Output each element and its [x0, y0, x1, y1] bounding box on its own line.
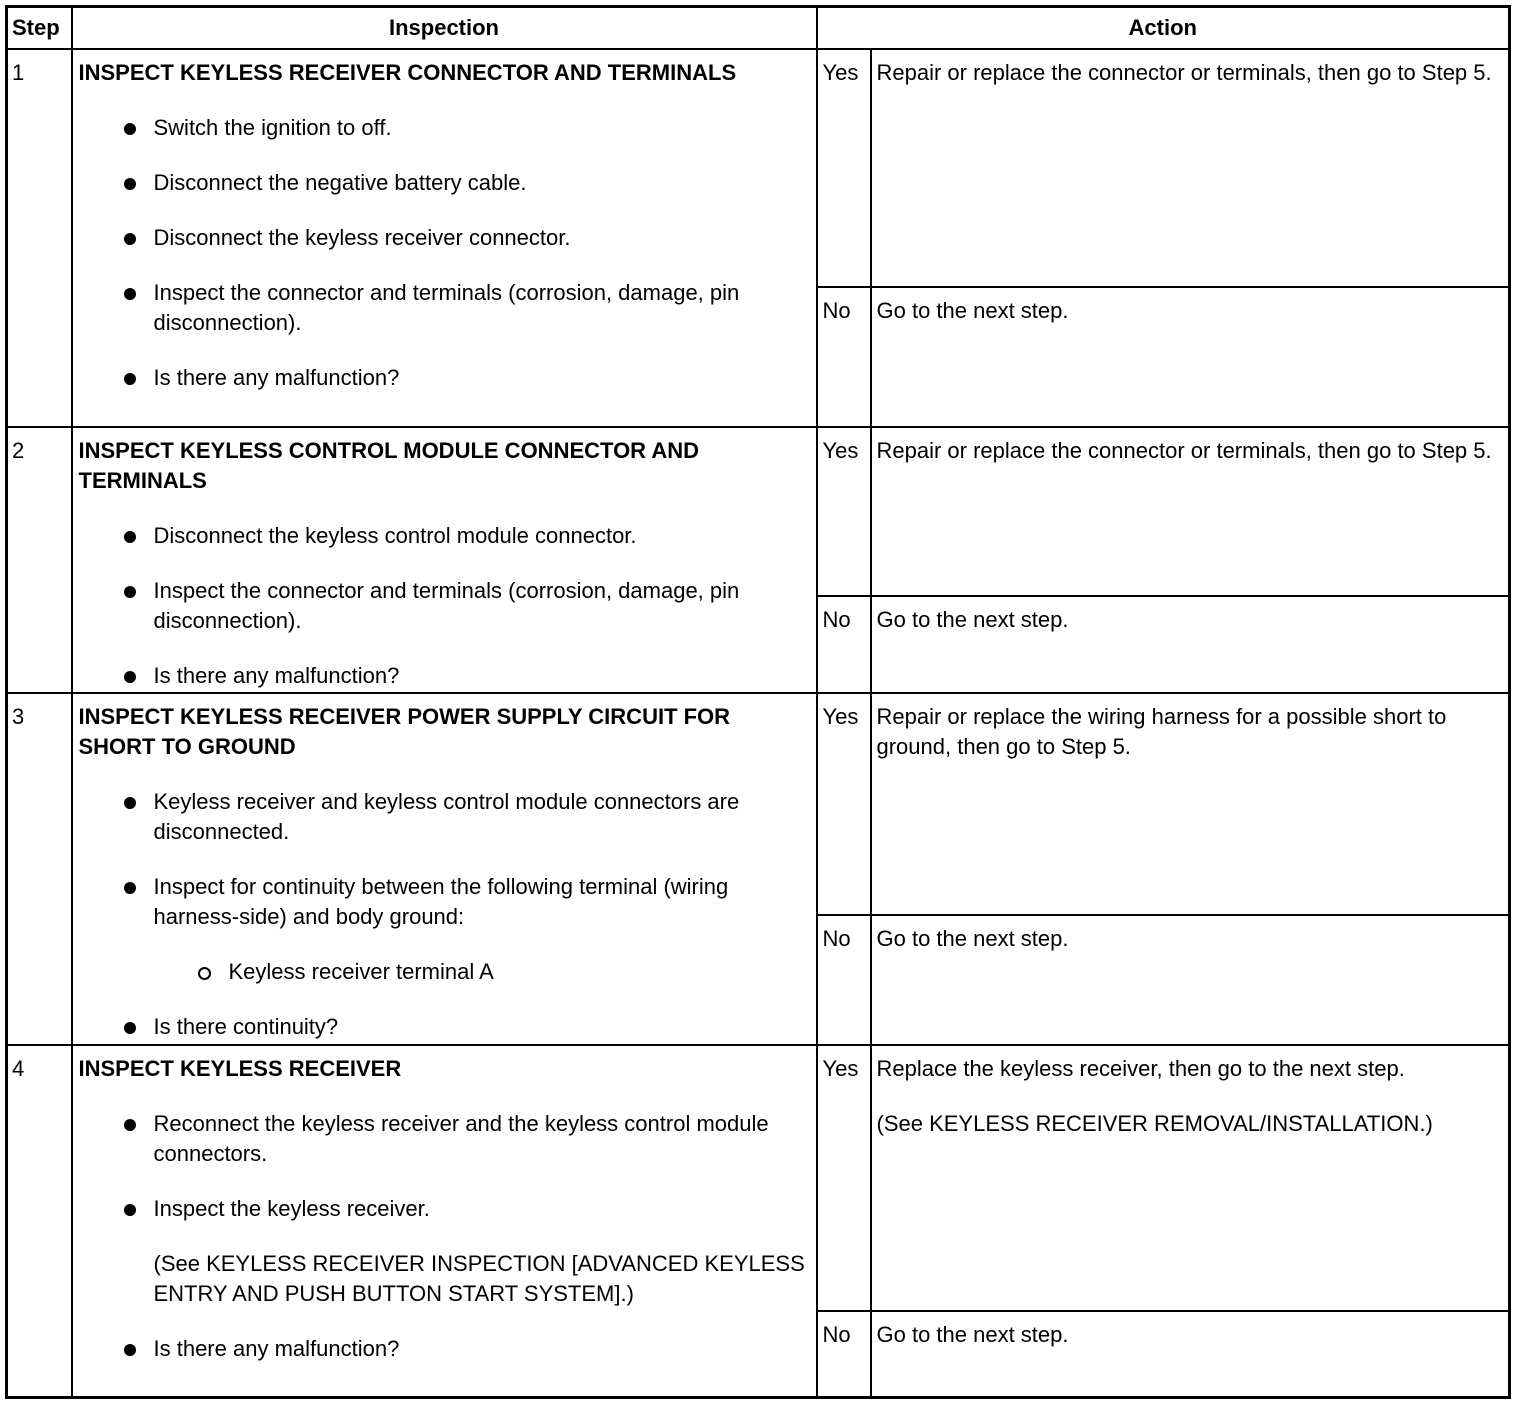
no-action: Go to the next step.	[871, 596, 1510, 693]
step-row-yes	[7, 49, 1510, 287]
yes-action: Repair or replace the wiring harness for a possible short to ground, then go to Step 5.	[871, 693, 1510, 915]
reference-note: (See KEYLESS RECEIVER REMOVAL/INSTALLATION.)	[876, 1111, 1433, 1137]
bullet-icon	[124, 531, 136, 543]
header-row	[7, 7, 1510, 50]
yes-action: Repair or replace the connector or terminals, then go to Step 5.	[871, 427, 1510, 595]
bullet-icon	[124, 233, 136, 245]
yes-label: Yes	[817, 427, 871, 595]
list-item: Reconnect the keyless receiver and the keyless control module connectors.	[79, 1109, 812, 1169]
step-title: INSPECT KEYLESS RECEIVER	[78, 1056, 402, 1082]
inspection-cell	[72, 693, 817, 1045]
reference-note: (See KEYLESS RECEIVER INSPECTION [ADVANCED KEYLESS ENTRY AND PUSH BUTTON START SYSTEM].)	[153, 1251, 805, 1307]
no-action: Go to the next step.	[871, 1311, 1510, 1397]
bullet-list	[79, 787, 812, 1042]
yes-label: Yes	[817, 693, 871, 915]
list-item: Inspect for continuity between the following terminal (wiring harness-side) and body ground: Keyless receiver terminal A	[79, 872, 812, 987]
list-item: Inspect the keyless receiver. (See KEYLESS RECEIVER INSPECTION [ADVANCED KEYLESS ENTRY AND PUSH BUTTON START SYSTEM].)	[79, 1194, 812, 1309]
bullet-list	[79, 113, 812, 393]
bullet-icon	[124, 671, 136, 683]
diagnostic-table	[5, 5, 1511, 1399]
bullet-icon	[124, 882, 136, 894]
no-action: Go to the next step.	[871, 287, 1510, 427]
step-row-yes	[7, 693, 1510, 915]
step-row-yes	[7, 1045, 1510, 1311]
header-action: Action	[817, 7, 1510, 50]
no-label: No	[817, 596, 871, 693]
no-label: No	[817, 1311, 871, 1397]
list-item: Disconnect the keyless control module connector.	[79, 521, 812, 551]
step-title: INSPECT KEYLESS RECEIVER POWER SUPPLY CIRCUIT FOR SHORT TO GROUND	[78, 703, 731, 759]
step-title: INSPECT KEYLESS CONTROL MODULE CONNECTOR AND TERMINALS	[78, 438, 700, 494]
list-item: Keyless receiver and keyless control module connectors are disconnected.	[79, 787, 812, 847]
yes-action-cell	[871, 1045, 1510, 1311]
bullet-list	[79, 521, 812, 691]
yes-action: Replace the keyless receiver, then go to the next step.	[876, 1056, 1405, 1082]
sub-list-item: Keyless receiver terminal A	[154, 957, 812, 987]
list-item: Is there any malfunction?	[79, 1334, 812, 1364]
bullet-icon	[124, 797, 136, 809]
bullet-list	[79, 1109, 812, 1364]
bullet-icon	[124, 1022, 136, 1034]
bullet-icon	[124, 288, 136, 300]
yes-label: Yes	[817, 49, 871, 287]
bullet-icon	[124, 123, 136, 135]
yes-action: Repair or replace the connector or terminals, then go to Step 5.	[871, 49, 1510, 287]
list-item: Disconnect the negative battery cable.	[79, 168, 812, 198]
bullet-icon	[124, 1204, 136, 1216]
step-number: 4	[7, 1045, 72, 1397]
no-action: Go to the next step.	[871, 915, 1510, 1045]
list-item: Inspect the connector and terminals (corrosion, damage, pin disconnection).	[79, 278, 812, 338]
bullet-icon	[124, 1119, 136, 1131]
no-label: No	[817, 287, 871, 427]
header-inspection: Inspection	[72, 7, 817, 50]
list-item: Is there any malfunction?	[79, 363, 812, 393]
inspection-cell	[72, 427, 817, 692]
no-label: No	[817, 915, 871, 1045]
inspection-cell	[72, 49, 817, 427]
step-title: INSPECT KEYLESS RECEIVER CONNECTOR AND TERMINALS	[78, 60, 737, 85]
step-row-yes	[7, 427, 1510, 595]
step-number: 2	[7, 427, 72, 692]
bullet-icon	[124, 373, 136, 385]
bullet-icon	[124, 1344, 136, 1356]
list-item: Inspect the connector and terminals (corrosion, damage, pin disconnection).	[79, 576, 812, 636]
header-step: Step	[7, 7, 72, 50]
list-item: Disconnect the keyless receiver connector.	[79, 223, 812, 253]
step-number: 1	[7, 49, 72, 427]
inspection-cell	[72, 1045, 817, 1397]
hollow-bullet-icon	[198, 967, 211, 980]
list-item: Is there continuity?	[79, 1012, 812, 1042]
list-item: Switch the ignition to off.	[79, 113, 812, 143]
step-number: 3	[7, 693, 72, 1045]
list-item: Is there any malfunction?	[79, 661, 812, 691]
sub-list	[154, 957, 812, 987]
bullet-icon	[124, 178, 136, 190]
yes-label: Yes	[817, 1045, 871, 1311]
bullet-icon	[124, 586, 136, 598]
